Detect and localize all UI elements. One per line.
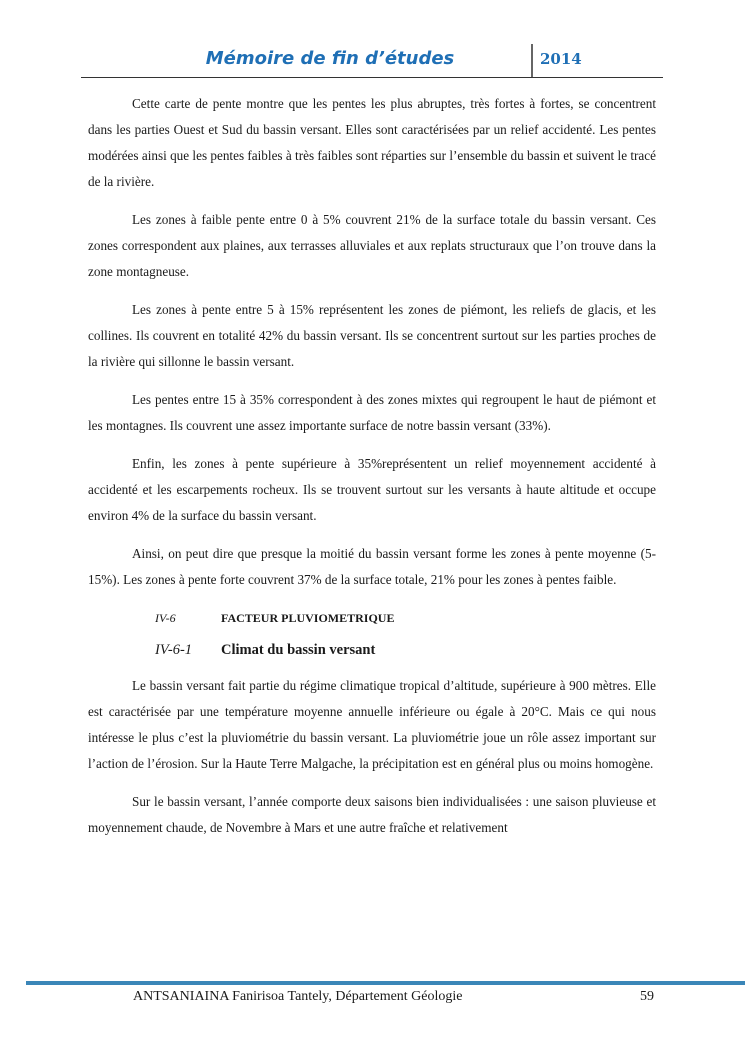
paragraph-7: Le bassin versant fait partie du régime climatique tropical d’altitude, supérieure à 900 mètres. Elle est caractérisée par une température moyenne annuelle inférieure ou égale à 20°C. Mais ce qui nous intéresse le plus c’est la pluviométrie du bassin versant. La pluviométrie joue un rôle assez important sur l’action de l’érosion. Sur la Haute Terre Malgache, la précipitation est en général plus ou moins homogène.: [88, 678, 656, 771]
paragraph-5: Enfin, les zones à pente supérieure à 35%représentent un relief moyennement accidenté à accidenté et les escarpements rocheux. Ils se trouvent surtout sur les versants à haute altitude et occupe environ 4% de la surface du bassin versant.: [88, 456, 656, 523]
paragraph-6: Ainsi, on peut dire que presque la moitié du bassin versant forme les zones à pente moyenne (5- 15%). Les zones à pente forte couvrent 37% de la surface totale, 21% pour les zones à pentes faible.: [88, 546, 656, 587]
page-number: 59: [640, 989, 654, 1004]
header-year: 2014: [540, 50, 582, 68]
header-divider-vertical: [531, 44, 533, 78]
page-body: [88, 91, 656, 853]
footer-rule: [26, 981, 745, 985]
paragraph-1: Cette carte de pente montre que les pentes les plus abruptes, très fortes à fortes, se concentrent dans les parties Ouest et Sud du bassin versant. Elles sont caractérisées par un relief accidenté. Les pentes modérées ainsi que les pentes faibles à très faibles sont réparties sur l’ensemble du bassin et suivent le tracé de la rivière.: [88, 96, 656, 189]
subsection-heading-iv-6-1: [155, 637, 656, 663]
footer-author: ANTSANIAINA Fanirisoa Tantely, Département Géologie: [133, 989, 463, 1004]
header-title: Mémoire de fin d’études: [205, 48, 455, 69]
paragraph-2: Les zones à faible pente entre 0 à 5% couvrent 21% de la surface totale du bassin versant. Ces zones correspondent aux plaines, aux terrasses alluviales et aux replats structuraux que l’on trouve dans la zone montagneuse.: [88, 212, 656, 279]
paragraph-4: Les pentes entre 15 à 35% correspondent à des zones mixtes qui regroupent le haut de piémont et les montagnes. Ils couvrent une assez importante surface de notre bassin versant (33%).: [88, 392, 656, 433]
paragraph-3: Les zones à pente entre 5 à 15% représentent les zones de piémont, les reliefs de glacis, et les collines. Ils couvrent en totalité 42% du bassin versant. Ils se concentrent surtout sur les parties proches de la rivière qui sillonne le bassin versant.: [88, 302, 656, 369]
subsection-title: Climat du bassin versant: [221, 642, 376, 658]
paragraph-8: Sur le bassin versant, l’année comporte deux saisons bien individualisées : une saison pluvieuse et moyennement chaude, de Novembre à Mars et une autre fraîche et relativement: [88, 794, 656, 835]
subsection-number: IV-6-1: [155, 642, 193, 658]
section-number: IV-6: [155, 611, 176, 625]
section-heading-iv-6: [155, 605, 656, 631]
header-rule: [81, 77, 663, 78]
section-title: FACTEUR PLUVIOMETRIQUE: [221, 611, 395, 625]
